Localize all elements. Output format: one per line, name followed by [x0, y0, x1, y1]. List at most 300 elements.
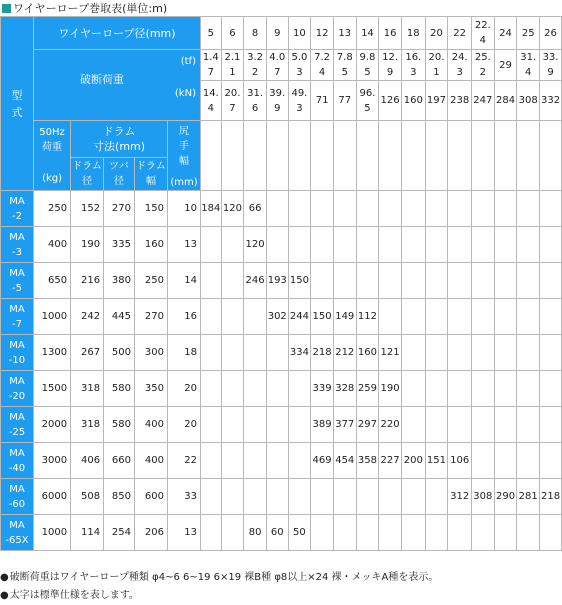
winding-cell: [221, 515, 244, 551]
empty-cell: [494, 121, 517, 191]
winding-cell: [540, 443, 562, 479]
text-line: 径: [114, 175, 125, 187]
winding-cell: [517, 227, 540, 263]
winding-cell: [200, 371, 221, 407]
note-1: [0, 569, 438, 587]
kn-cell: [311, 81, 334, 121]
text-line: 7: [207, 67, 214, 78]
winding-cell: [379, 227, 402, 263]
text-line: 96.: [359, 87, 376, 99]
winding-cell: [311, 191, 334, 227]
header-row-spec-1: [1, 121, 562, 158]
table-row: [1, 515, 562, 551]
load-cell: 2000: [33, 407, 70, 443]
rope-dia-cell: [221, 17, 244, 50]
kn-cell: [494, 81, 517, 121]
winding-cell: [288, 407, 311, 443]
rope-winding-table: [0, 16, 562, 551]
table-row: [1, 479, 562, 515]
table-row: [1, 191, 562, 227]
rope-dia-cell: [266, 17, 288, 50]
winding-cell: [425, 371, 448, 407]
winding-cell: [379, 515, 402, 551]
text-line: -2: [12, 210, 22, 222]
text-line: 3: [410, 67, 417, 78]
text-line: 9: [547, 67, 554, 78]
text-line: ドラム: [136, 160, 166, 172]
winding-cell: [448, 515, 472, 551]
empty-cell: [266, 121, 288, 191]
rope-dia-label: ワイヤーロープ径(mm): [33, 17, 200, 50]
side-label-char: 式: [11, 105, 23, 119]
winding-cell: [425, 263, 448, 299]
drum-width-cell: 350: [135, 371, 168, 407]
flange-dia-cell: 380: [104, 263, 135, 299]
text-line: 25: [521, 27, 535, 39]
text-line: -40: [8, 462, 26, 474]
tf-cell: [288, 50, 311, 81]
winding-cell: 212: [333, 335, 356, 371]
winding-cell: [200, 443, 221, 479]
winding-cell: 151: [425, 443, 448, 479]
seat-label: [167, 121, 200, 191]
flange-dia-cell: 254: [104, 515, 135, 551]
kn-cell: [540, 81, 562, 121]
text-line: MA: [9, 231, 25, 243]
text-line: 幅: [145, 175, 156, 187]
winding-cell: 339: [311, 371, 334, 407]
bullet-icon: ●: [0, 572, 9, 583]
tf-cell: [425, 50, 448, 81]
rope-dia-cell: [540, 17, 562, 50]
winding-cell: [425, 335, 448, 371]
winding-cell: [379, 263, 402, 299]
kn-cell: [472, 81, 495, 121]
winding-cell: 281: [517, 479, 540, 515]
drum-width-cell: 160: [135, 227, 168, 263]
text-line: 18: [406, 27, 420, 39]
tf-cell: [200, 50, 221, 81]
text-line: 33.: [542, 52, 559, 63]
drum-col-label: [104, 157, 135, 190]
rope-dia-cell: [311, 17, 334, 50]
winding-cell: [266, 335, 288, 371]
winding-cell: 150: [311, 299, 334, 335]
empty-cell: [200, 121, 221, 191]
empty-cell: [333, 121, 356, 191]
winding-cell: [266, 443, 288, 479]
winding-cell: [448, 371, 472, 407]
winding-cell: [448, 227, 472, 263]
winding-cell: [221, 335, 244, 371]
winding-cell: 334: [288, 335, 311, 371]
winding-cell: [221, 263, 244, 299]
text-line: 5: [364, 67, 371, 78]
winding-cell: [200, 515, 221, 551]
drum-dia-cell: 267: [71, 335, 104, 371]
winding-cell: [448, 335, 472, 371]
winding-cell: 328: [333, 371, 356, 407]
text-line: 160: [403, 95, 423, 106]
winding-cell: [200, 299, 221, 335]
kn-cell: [244, 81, 267, 121]
winding-cell: [244, 479, 267, 515]
seat-width-cell: 18: [167, 335, 200, 371]
winding-cell: 469: [311, 443, 334, 479]
winding-cell: 377: [333, 407, 356, 443]
text-line: -60: [8, 498, 26, 510]
winding-cell: [472, 335, 495, 371]
winding-cell: [425, 299, 448, 335]
header-row-rope-dia: [1, 17, 562, 50]
winding-cell: [356, 191, 379, 227]
text-line: 197: [426, 95, 447, 106]
winding-cell: [472, 191, 495, 227]
winding-cell: [200, 335, 221, 371]
winding-cell: [221, 407, 244, 443]
text-line: 5.0: [291, 52, 308, 63]
winding-cell: [517, 335, 540, 371]
winding-cell: 190: [379, 371, 402, 407]
winding-cell: [494, 227, 517, 263]
drum-dia-cell: 152: [71, 191, 104, 227]
text-line: 24: [499, 27, 512, 39]
winding-cell: 120: [244, 227, 267, 263]
table-title: [0, 0, 167, 16]
text-line: 50Hz: [39, 127, 65, 138]
unit-tf: (tf): [180, 56, 196, 67]
table-row: [1, 371, 562, 407]
text-line: 7.8: [336, 52, 353, 63]
winding-cell: 290: [494, 479, 517, 515]
winding-cell: [379, 479, 402, 515]
load-label: [33, 121, 70, 191]
winding-cell: [494, 515, 517, 551]
text-line: 26: [544, 27, 557, 39]
kn-cell: [448, 81, 472, 121]
text-line: 14.: [202, 87, 219, 99]
winding-cell: [244, 371, 267, 407]
winding-cell: [311, 227, 334, 263]
text-line: 1.4: [202, 52, 219, 63]
winding-cell: [288, 371, 311, 407]
winding-cell: [221, 299, 244, 335]
text-line: -10: [8, 354, 26, 366]
text-line: 7: [274, 67, 281, 78]
load-cell: 400: [33, 227, 70, 263]
winding-cell: [244, 443, 267, 479]
note-2-text: 太字は標準仕様を表します。: [9, 590, 139, 601]
winding-cell: [425, 407, 448, 443]
text-line: 5: [341, 67, 348, 78]
text-line: ドラム: [72, 160, 103, 172]
winding-cell: 120: [221, 191, 244, 227]
text-line: 4: [525, 67, 532, 78]
model-cell: [1, 479, 34, 515]
kn-cell: [266, 81, 288, 121]
text-line: 13: [338, 27, 352, 39]
winding-cell: [472, 443, 495, 479]
model-cell: [1, 227, 34, 263]
winding-cell: 218: [540, 479, 562, 515]
winding-cell: [288, 191, 311, 227]
empty-cell: [221, 121, 244, 191]
empty-cell: [540, 121, 562, 191]
model-cell: [1, 443, 34, 479]
side-label-text: [1, 87, 33, 121]
table-row: [1, 299, 562, 335]
winding-cell: [517, 407, 540, 443]
model-cell: [1, 371, 34, 407]
winding-cell: [288, 479, 311, 515]
text-line: MA: [9, 483, 25, 495]
winding-cell: 50: [288, 515, 311, 551]
load-cell: 1000: [33, 299, 70, 335]
winding-cell: 244: [288, 299, 311, 335]
winding-cell: [401, 191, 425, 227]
empty-cell: [401, 121, 425, 191]
rope-dia-cell: [244, 17, 267, 50]
drum-col-label: [71, 157, 104, 190]
empty-cell: [425, 121, 448, 191]
text-line: 9: [274, 27, 281, 39]
winding-cell: [401, 371, 425, 407]
flange-dia-cell: 580: [104, 407, 135, 443]
flange-dia-cell: 500: [104, 335, 135, 371]
winding-cell: 312: [448, 479, 472, 515]
winding-cell: [401, 407, 425, 443]
text-line: 4: [207, 102, 214, 114]
notes: [0, 569, 438, 605]
winding-cell: [494, 191, 517, 227]
winding-cell: 259: [356, 371, 379, 407]
winding-cell: [472, 299, 495, 335]
text-line: 7: [229, 102, 236, 114]
winding-cell: 227: [379, 443, 402, 479]
kn-cell: [425, 81, 448, 121]
winding-cell: [448, 299, 472, 335]
text-line: 7.2: [314, 52, 331, 63]
drum-width-cell: 250: [135, 263, 168, 299]
drum-dia-cell: 318: [71, 371, 104, 407]
winding-cell: [448, 191, 472, 227]
text-line: 3: [456, 67, 463, 78]
winding-cell: 66: [244, 191, 267, 227]
seat-width-cell: 22: [167, 443, 200, 479]
note-2: [0, 587, 438, 605]
drum-dia-cell: 190: [71, 227, 104, 263]
text-line: 1: [229, 67, 236, 78]
text-line: 126: [380, 95, 400, 106]
rope-dia-cell: [200, 17, 221, 50]
text-line: 1: [433, 67, 440, 78]
winding-cell: [517, 371, 540, 407]
winding-cell: [311, 479, 334, 515]
text-line: ツバ: [109, 160, 129, 172]
winding-cell: [288, 227, 311, 263]
winding-cell: 60: [266, 515, 288, 551]
table-row: [1, 443, 562, 479]
text-line: MA: [9, 303, 25, 315]
text-line: MA: [9, 195, 25, 207]
winding-cell: [517, 191, 540, 227]
winding-cell: 160: [356, 335, 379, 371]
winding-cell: [221, 371, 244, 407]
winding-cell: [356, 227, 379, 263]
text-line: 25.: [474, 52, 491, 63]
tf-cell: [244, 50, 267, 81]
flange-dia-cell: 580: [104, 371, 135, 407]
winding-cell: [472, 407, 495, 443]
winding-cell: [200, 227, 221, 263]
load-cell: 1500: [33, 371, 70, 407]
winding-cell: [540, 263, 562, 299]
winding-cell: [333, 191, 356, 227]
winding-cell: [425, 191, 448, 227]
empty-cell: [472, 121, 495, 191]
rope-dia-cell: [288, 17, 311, 50]
winding-cell: [472, 371, 495, 407]
text-line: 寸法(mm): [93, 139, 146, 153]
winding-cell: [266, 371, 288, 407]
text-line: 22.: [474, 20, 491, 31]
text-line: 24.: [451, 52, 468, 63]
drum-width-cell: 400: [135, 407, 168, 443]
note-1-text: 破断荷重はワイヤーロープ種類 φ4~6 6~19 6×19 裸B種 φ8以上×24 裸・メッキA種を表示。: [9, 572, 439, 583]
empty-cell: [288, 121, 311, 191]
winding-cell: [540, 299, 562, 335]
kn-cell: [200, 81, 221, 121]
kn-cell: [333, 81, 356, 121]
text-line: 6: [229, 27, 236, 39]
model-cell: [1, 191, 34, 227]
flange-dia-cell: 270: [104, 191, 135, 227]
winding-cell: [472, 515, 495, 551]
winding-cell: [356, 515, 379, 551]
winding-cell: [244, 299, 267, 335]
winding-cell: [401, 227, 425, 263]
winding-cell: [311, 263, 334, 299]
winding-cell: [244, 335, 267, 371]
seat-width-cell: 14: [167, 263, 200, 299]
winding-cell: 246: [244, 263, 267, 299]
rope-dia-cell: [448, 17, 472, 50]
tf-cell: [221, 50, 244, 81]
winding-cell: [401, 335, 425, 371]
text-line: 247: [473, 95, 493, 106]
winding-cell: [333, 515, 356, 551]
load-cell: 6000: [33, 479, 70, 515]
text-line: 2.1: [224, 52, 241, 63]
unit-kn: (kN): [174, 88, 196, 99]
winding-cell: [333, 263, 356, 299]
text-line: ドラム: [102, 124, 136, 138]
winding-cell: 184: [200, 191, 221, 227]
flange-dia-cell: 335: [104, 227, 135, 263]
winding-cell: 297: [356, 407, 379, 443]
seat-width-cell: 13: [167, 515, 200, 551]
table-title-text: ワイヤーロープ巻取表(単位:m): [13, 2, 168, 15]
kn-cell: [379, 81, 402, 121]
drum-label: [71, 121, 168, 158]
winding-cell: [379, 191, 402, 227]
drum-width-cell: 270: [135, 299, 168, 335]
tf-cell: [540, 50, 562, 81]
text-line: MA: [9, 447, 25, 459]
seat-width-cell: 10: [167, 191, 200, 227]
text-line: 22: [453, 27, 467, 39]
winding-cell: [517, 515, 540, 551]
winding-cell: [221, 443, 244, 479]
text-line: MA: [9, 519, 25, 531]
rope-dia-cell: [333, 17, 356, 50]
drum-dia-cell: 242: [71, 299, 104, 335]
winding-cell: [517, 263, 540, 299]
text-line: 荷重: [42, 142, 63, 153]
rope-dia-cell: [494, 17, 517, 50]
text-line: 4.0: [269, 52, 286, 63]
text-line: 4: [479, 35, 487, 46]
model-cell: [1, 299, 34, 335]
break-load-text: 破断荷重: [79, 73, 124, 86]
winding-cell: [540, 335, 562, 371]
winding-cell: [401, 479, 425, 515]
empty-cell: [356, 121, 379, 191]
text-line: 29: [499, 59, 512, 71]
winding-cell: 389: [311, 407, 334, 443]
winding-cell: [200, 407, 221, 443]
winding-cell: 149: [333, 299, 356, 335]
winding-cell: 358: [356, 443, 379, 479]
tf-cell: [333, 50, 356, 81]
empty-cell: [517, 121, 540, 191]
seat-width-cell: 16: [167, 299, 200, 335]
winding-cell: 308: [472, 479, 495, 515]
winding-cell: [221, 227, 244, 263]
text-line: 238: [450, 95, 470, 106]
text-line: 308: [518, 95, 538, 106]
model-cell: [1, 335, 34, 371]
kn-cell: [356, 81, 379, 121]
text-line: 2: [251, 67, 259, 78]
text-line: 16: [383, 27, 397, 39]
text-line: 12: [315, 27, 329, 39]
rope-dia-cell: [401, 17, 425, 50]
drum-dia-cell: 406: [71, 443, 104, 479]
winding-cell: [266, 191, 288, 227]
winding-cell: [540, 515, 562, 551]
winding-cell: [266, 407, 288, 443]
winding-cell: [494, 335, 517, 371]
winding-cell: 106: [448, 443, 472, 479]
text-line: 12.: [382, 52, 399, 63]
winding-cell: [517, 299, 540, 335]
winding-cell: 112: [356, 299, 379, 335]
tf-cell: [266, 50, 288, 81]
winding-cell: [448, 407, 472, 443]
text-line: MA: [9, 339, 25, 351]
winding-cell: [266, 227, 288, 263]
text-line: 31.: [520, 52, 537, 63]
winding-cell: [540, 191, 562, 227]
text-line: 71: [315, 95, 329, 106]
drum-dia-cell: 508: [71, 479, 104, 515]
text-line: 8: [251, 27, 259, 39]
drum-width-cell: 300: [135, 335, 168, 371]
winding-cell: [425, 515, 448, 551]
kn-cell: [288, 81, 311, 121]
winding-cell: [266, 479, 288, 515]
